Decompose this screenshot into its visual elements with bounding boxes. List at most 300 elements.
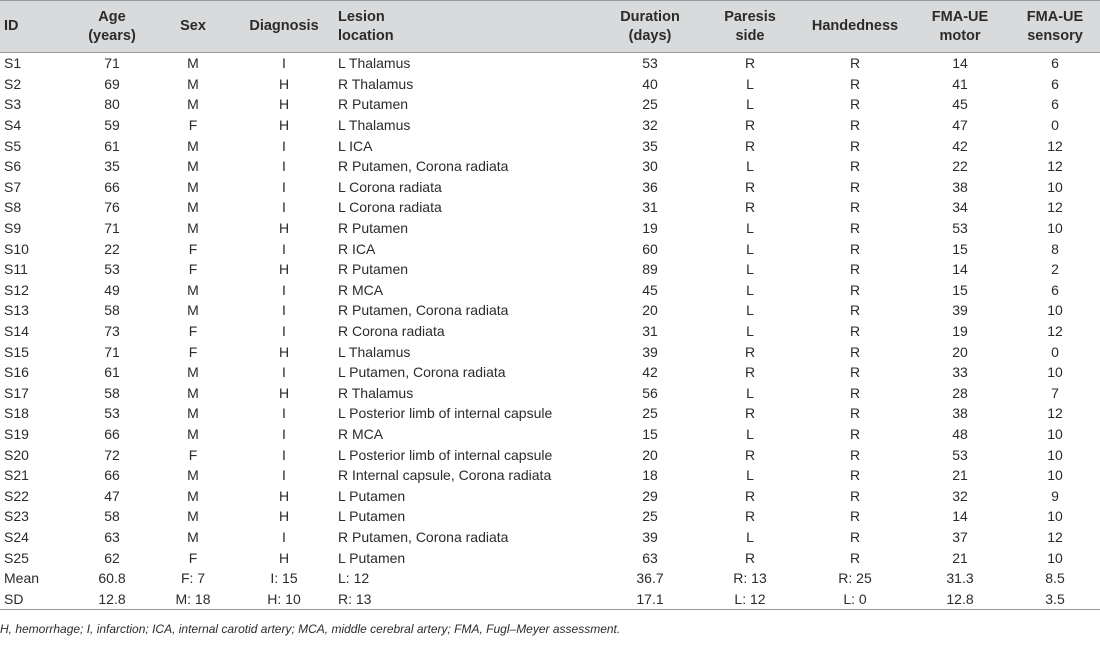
table-row [0, 321, 1100, 342]
table-row [0, 485, 1100, 506]
cell-paresis: L [746, 281, 754, 298]
cell-fma_sensory: 12 [1047, 323, 1063, 340]
cell-diagnosis: I [282, 323, 286, 340]
cell-handedness: R [849, 343, 861, 360]
cell-handedness: R [849, 281, 861, 298]
table-row [0, 115, 1100, 136]
column-header-fma_sensory [1010, 1, 1100, 53]
cell-id: S6 [4, 158, 22, 175]
cell-fma_sensory: 10 [1047, 302, 1063, 319]
cell-handedness: R [849, 549, 861, 566]
cell-handedness: R [849, 240, 861, 257]
table-row [0, 94, 1100, 115]
column-header-id-line: ID [4, 18, 19, 34]
cell-duration: 36.7 [636, 570, 664, 587]
cell-diagnosis: H [278, 220, 290, 237]
cell-handedness: R [849, 96, 861, 113]
table-row [0, 74, 1100, 95]
cell-age: 71 [104, 220, 120, 237]
cell-fma_motor: 12.8 [946, 590, 974, 607]
cell-diagnosis: I [282, 199, 286, 216]
cell-fma_sensory: 10 [1047, 364, 1063, 381]
cell-age: 63 [104, 528, 120, 545]
column-header-lesion-line: Lesion [338, 8, 385, 25]
cell-duration: 53 [642, 55, 658, 72]
cell-sex: M [187, 55, 199, 72]
cell-paresis: L [746, 261, 754, 278]
cell-sex: M [187, 220, 199, 237]
table-row [0, 177, 1100, 198]
column-header-fma_motor [910, 1, 1010, 53]
cell-fma_motor: 14 [952, 508, 968, 525]
column-header-duration-line: Duration [620, 8, 680, 25]
cell-lesion: L Corona radiata [338, 199, 442, 216]
cell-handedness: R [849, 467, 861, 484]
cell-handedness: R: 25 [838, 570, 872, 587]
cell-diagnosis: I [282, 467, 286, 484]
cell-fma_motor: 34 [952, 199, 968, 216]
column-header-lesion [334, 1, 600, 53]
cell-duration: 40 [642, 75, 658, 92]
cell-lesion: L: 12 [338, 570, 370, 587]
cell-lesion: R Thalamus [338, 75, 414, 92]
cell-id: S24 [4, 528, 29, 545]
cell-handedness: R [849, 446, 861, 463]
column-header-fma_motor-line: motor [939, 27, 981, 44]
cell-lesion: R ICA [338, 240, 376, 257]
cell-id: S15 [4, 343, 29, 360]
cell-fma_motor: 37 [952, 528, 968, 545]
table-row [0, 444, 1100, 465]
table-row [0, 424, 1100, 445]
cell-duration: 18 [642, 467, 658, 484]
table-row [0, 259, 1100, 280]
cell-handedness: R [849, 178, 861, 195]
cell-duration: 31 [642, 323, 658, 340]
cell-sex: M [187, 487, 199, 504]
cell-age: 71 [104, 343, 120, 360]
cell-age: 58 [104, 302, 120, 319]
cell-paresis: R: 13 [733, 570, 767, 587]
cell-age: 61 [104, 364, 120, 381]
cell-lesion: L Thalamus [338, 117, 411, 134]
cell-diagnosis: H [278, 487, 290, 504]
cell-id: S12 [4, 281, 29, 298]
cell-age: 58 [104, 508, 120, 525]
cell-handedness: R [849, 220, 861, 237]
column-header-sex [152, 1, 234, 53]
cell-diagnosis: H [278, 549, 290, 566]
cell-handedness: R [849, 425, 861, 442]
column-header-lesion-line: location [338, 27, 394, 44]
cell-paresis: R [744, 199, 756, 216]
cell-duration: 15 [642, 425, 658, 442]
cell-diagnosis: I [282, 405, 286, 422]
cell-handedness: R [849, 75, 861, 92]
cell-fma_sensory: 6 [1051, 281, 1059, 298]
table-row [0, 53, 1100, 74]
cell-age: 80 [104, 96, 120, 113]
cell-sex: M [187, 75, 199, 92]
cell-age: 69 [104, 75, 120, 92]
table-row [0, 403, 1100, 424]
column-header-id [0, 1, 72, 53]
cell-fma_sensory: 7 [1051, 384, 1059, 401]
cell-fma_motor: 38 [952, 405, 968, 422]
table-row [0, 280, 1100, 301]
table-row [0, 568, 1100, 589]
cell-duration: 20 [642, 302, 658, 319]
cell-diagnosis: I [282, 425, 286, 442]
cell-duration: 42 [642, 364, 658, 381]
cell-fma_sensory: 12 [1047, 137, 1063, 154]
cell-id: Mean [4, 570, 40, 587]
cell-fma_sensory: 10 [1047, 446, 1063, 463]
cell-duration: 39 [642, 343, 658, 360]
cell-sex: M [187, 467, 199, 484]
cell-fma_motor: 38 [952, 178, 968, 195]
cell-age: 66 [104, 178, 120, 195]
cell-lesion: R Putamen [338, 261, 409, 278]
cell-id: SD [4, 590, 24, 607]
cell-duration: 30 [642, 158, 658, 175]
cell-id: S25 [4, 549, 29, 566]
cell-paresis: L [746, 75, 754, 92]
cell-sex: F: 7 [180, 570, 206, 587]
table-row [0, 527, 1100, 548]
cell-sex: M [187, 425, 199, 442]
cell-id: S3 [4, 96, 22, 113]
cell-fma_motor: 48 [952, 425, 968, 442]
cell-paresis: R [744, 364, 756, 381]
cell-diagnosis: H [278, 261, 290, 278]
cell-fma_motor: 53 [952, 446, 968, 463]
cell-diagnosis: H [278, 508, 290, 525]
cell-duration: 35 [642, 137, 658, 154]
cell-diagnosis: I [282, 281, 286, 298]
column-header-age [72, 1, 152, 53]
cell-age: 53 [104, 261, 120, 278]
cell-paresis: R [744, 508, 756, 525]
cell-fma_sensory: 12 [1047, 528, 1063, 545]
cell-fma_motor: 14 [952, 55, 968, 72]
cell-paresis: L [746, 384, 754, 401]
cell-lesion: R MCA [338, 281, 384, 298]
table-row [0, 383, 1100, 404]
cell-lesion: R Putamen, Corona radiata [338, 158, 509, 175]
cell-lesion: L Putamen [338, 549, 406, 566]
table-row [0, 588, 1100, 609]
cell-sex: M [187, 508, 199, 525]
cell-paresis: L [746, 96, 754, 113]
cell-fma_motor: 41 [952, 75, 968, 92]
cell-paresis: L [746, 528, 754, 545]
cell-handedness: R [849, 55, 861, 72]
cell-id: S4 [4, 117, 22, 134]
cell-diagnosis: I [282, 178, 286, 195]
cell-lesion: R Internal capsule, Corona radiata [338, 467, 552, 484]
cell-sex: F [188, 261, 198, 278]
cell-lesion: L ICA [338, 137, 373, 154]
cell-fma_sensory: 6 [1051, 55, 1059, 72]
cell-duration: 60 [642, 240, 658, 257]
cell-fma_motor: 39 [952, 302, 968, 319]
column-header-diagnosis [234, 1, 334, 53]
column-header-paresis-line: side [735, 27, 765, 44]
table-row [0, 465, 1100, 486]
cell-fma_sensory: 12 [1047, 405, 1063, 422]
cell-handedness: R [849, 508, 861, 525]
cell-id: S17 [4, 384, 29, 401]
column-header-fma_sensory-line: FMA-UE [1026, 8, 1084, 25]
cell-id: S18 [4, 405, 29, 422]
cell-handedness: R [849, 302, 861, 319]
cell-fma_motor: 21 [952, 549, 968, 566]
cell-lesion: L Putamen [338, 508, 406, 525]
cell-id: S21 [4, 467, 29, 484]
table-body [0, 53, 1100, 610]
cell-sex: F [188, 240, 198, 257]
cell-age: 58 [104, 384, 120, 401]
cell-lesion: L Thalamus [338, 55, 411, 72]
cell-paresis: R [744, 487, 756, 504]
cell-fma_motor: 15 [952, 281, 968, 298]
cell-diagnosis: I [282, 364, 286, 381]
cell-paresis: L [746, 323, 754, 340]
table-footnote: H, hemorrhage; I, infarction; ICA, internal carotid artery; MCA, middle cerebral artery; FMA, Fugl–Meyer assessment. [0, 622, 621, 636]
cell-fma_motor: 14 [952, 261, 968, 278]
cell-id: S7 [4, 178, 22, 195]
cell-handedness: R [849, 405, 861, 422]
column-header-age-line: (years) [88, 27, 136, 44]
cell-id: S8 [4, 199, 22, 216]
cell-paresis: L [746, 467, 754, 484]
cell-lesion: R Putamen [338, 220, 409, 237]
cell-fma_motor: 15 [952, 240, 968, 257]
column-header-fma_sensory-line: sensory [1027, 27, 1083, 44]
cell-age: 22 [104, 240, 120, 257]
cell-handedness: R [849, 199, 861, 216]
cell-handedness: R [849, 384, 861, 401]
cell-sex: M [187, 405, 199, 422]
cell-duration: 25 [642, 508, 658, 525]
cell-handedness: R [849, 117, 861, 134]
cell-sex: M [187, 281, 199, 298]
cell-duration: 63 [642, 549, 658, 566]
cell-diagnosis: I [282, 158, 286, 175]
cell-duration: 31 [642, 199, 658, 216]
cell-duration: 45 [642, 281, 658, 298]
cell-fma_sensory: 8 [1051, 240, 1059, 257]
cell-diagnosis: H [278, 343, 290, 360]
cell-fma_sensory: 10 [1047, 178, 1063, 195]
cell-paresis: R [744, 405, 756, 422]
cell-handedness: R [849, 158, 861, 175]
cell-lesion: R Putamen [338, 96, 409, 113]
cell-diagnosis: I [282, 302, 286, 319]
cell-paresis: R [744, 55, 756, 72]
cell-age: 47 [104, 487, 120, 504]
cell-sex: F [188, 343, 198, 360]
cell-fma_sensory: 10 [1047, 549, 1063, 566]
table-row [0, 362, 1100, 383]
column-header-diagnosis-line: Diagnosis [249, 18, 319, 34]
cell-id: S10 [4, 240, 29, 257]
cell-sex: M [187, 137, 199, 154]
cell-diagnosis: H [278, 117, 290, 134]
cell-sex: F [188, 549, 198, 566]
cell-lesion: R Putamen, Corona radiata [338, 528, 509, 545]
cell-age: 62 [104, 549, 120, 566]
cell-id: S9 [4, 220, 22, 237]
cell-duration: 20 [642, 446, 658, 463]
cell-diagnosis: I [282, 528, 286, 545]
cell-id: S16 [4, 364, 29, 381]
cell-lesion: L Putamen, Corona radiata [338, 364, 506, 381]
column-header-duration-line: (days) [628, 27, 672, 44]
header-row [0, 1, 1100, 53]
cell-handedness: R [849, 528, 861, 545]
cell-paresis: L [746, 425, 754, 442]
cell-fma_motor: 33 [952, 364, 968, 381]
cell-sex: M [187, 96, 199, 113]
cell-fma_sensory: 10 [1047, 508, 1063, 525]
cell-lesion: L Corona radiata [338, 178, 442, 195]
cell-fma_sensory: 6 [1051, 75, 1059, 92]
cell-fma_sensory: 10 [1047, 467, 1063, 484]
cell-id: S13 [4, 302, 29, 319]
cell-id: S22 [4, 487, 29, 504]
cell-id: S23 [4, 508, 29, 525]
cell-fma_motor: 31.3 [946, 570, 974, 587]
table-row [0, 300, 1100, 321]
column-header-handedness [800, 1, 910, 53]
column-header-fma_motor-line: FMA-UE [931, 8, 989, 25]
cell-paresis: L [746, 158, 754, 175]
cell-diagnosis: I [282, 240, 286, 257]
cell-fma_motor: 19 [952, 323, 968, 340]
column-header-duration [600, 1, 700, 53]
cell-duration: 36 [642, 178, 658, 195]
cell-fma_motor: 42 [952, 137, 968, 154]
column-header-handedness-line: Handedness [811, 18, 899, 34]
cell-fma_motor: 45 [952, 96, 968, 113]
cell-handedness: R [849, 261, 861, 278]
cell-diagnosis: H [278, 384, 290, 401]
cell-id: S1 [4, 55, 22, 72]
table-row [0, 218, 1100, 239]
cell-diagnosis: I [282, 55, 286, 72]
cell-sex: M [187, 158, 199, 175]
cell-fma_motor: 53 [952, 220, 968, 237]
column-header-age-line: Age [98, 8, 126, 25]
cell-age: 61 [104, 137, 120, 154]
column-header-sex-line: Sex [180, 18, 206, 34]
cell-sex: F [188, 446, 198, 463]
cell-duration: 25 [642, 96, 658, 113]
cell-lesion: R Corona radiata [338, 323, 445, 340]
cell-age: 49 [104, 281, 120, 298]
cell-duration: 17.1 [636, 590, 664, 607]
cell-handedness: L: 0 [843, 590, 867, 607]
table-row [0, 197, 1100, 218]
cell-fma_motor: 47 [952, 117, 968, 134]
column-header-paresis-line: Paresis [724, 8, 776, 25]
cell-age: 73 [104, 323, 120, 340]
cell-paresis: L: 12 [734, 590, 766, 607]
cell-lesion: R: 13 [338, 590, 372, 607]
cell-age: 60.8 [98, 570, 126, 587]
table-row [0, 341, 1100, 362]
cell-lesion: L Thalamus [338, 343, 411, 360]
cell-paresis: L [746, 240, 754, 257]
cell-fma_sensory: 3.5 [1045, 590, 1065, 607]
cell-age: 71 [104, 55, 120, 72]
cell-duration: 29 [642, 487, 658, 504]
cell-diagnosis: H [278, 75, 290, 92]
cell-age: 35 [104, 158, 120, 175]
cell-age: 12.8 [98, 590, 126, 607]
cell-age: 72 [104, 446, 120, 463]
cell-fma_sensory: 12 [1047, 199, 1063, 216]
cell-fma_motor: 32 [952, 487, 968, 504]
cell-id: S20 [4, 446, 29, 463]
cell-id: S14 [4, 323, 29, 340]
cell-id: S11 [4, 261, 28, 278]
cell-sex: M [187, 528, 199, 545]
table-row [0, 135, 1100, 156]
cell-paresis: R [744, 117, 756, 134]
cell-lesion: R MCA [338, 425, 384, 442]
cell-duration: 25 [642, 405, 658, 422]
cell-fma_motor: 21 [952, 467, 968, 484]
cell-id: S19 [4, 425, 29, 442]
cell-fma_sensory: 10 [1047, 220, 1063, 237]
column-header-paresis [700, 1, 800, 53]
cell-sex: F [188, 323, 198, 340]
cell-paresis: R [744, 343, 756, 360]
cell-fma_sensory: 10 [1047, 425, 1063, 442]
table-row [0, 238, 1100, 259]
cell-lesion: L Posterior limb of internal capsule [338, 446, 553, 463]
cell-fma_sensory: 9 [1051, 487, 1059, 504]
cell-paresis: R [744, 178, 756, 195]
cell-fma_sensory: 6 [1051, 96, 1059, 113]
table-row [0, 156, 1100, 177]
cell-diagnosis: I [282, 137, 286, 154]
cell-duration: 19 [642, 220, 658, 237]
cell-diagnosis: I [282, 446, 286, 463]
cell-duration: 32 [642, 117, 658, 134]
cell-age: 59 [104, 117, 120, 134]
cell-id: S2 [4, 75, 22, 92]
cell-lesion: L Putamen [338, 487, 406, 504]
cell-lesion: R Putamen, Corona radiata [338, 302, 509, 319]
cell-age: 53 [104, 405, 120, 422]
cell-diagnosis: H: 10 [267, 590, 301, 607]
cell-age: 66 [104, 425, 120, 442]
cell-lesion: L Posterior limb of internal capsule [338, 405, 553, 422]
cell-diagnosis: H [278, 96, 290, 113]
cell-fma_motor: 20 [952, 343, 968, 360]
cell-handedness: R [849, 137, 861, 154]
cell-handedness: R [849, 487, 861, 504]
cell-paresis: R [744, 549, 756, 566]
cell-duration: 56 [642, 384, 658, 401]
cell-paresis: R [744, 446, 756, 463]
table-row [0, 547, 1100, 568]
cell-age: 76 [104, 199, 120, 216]
